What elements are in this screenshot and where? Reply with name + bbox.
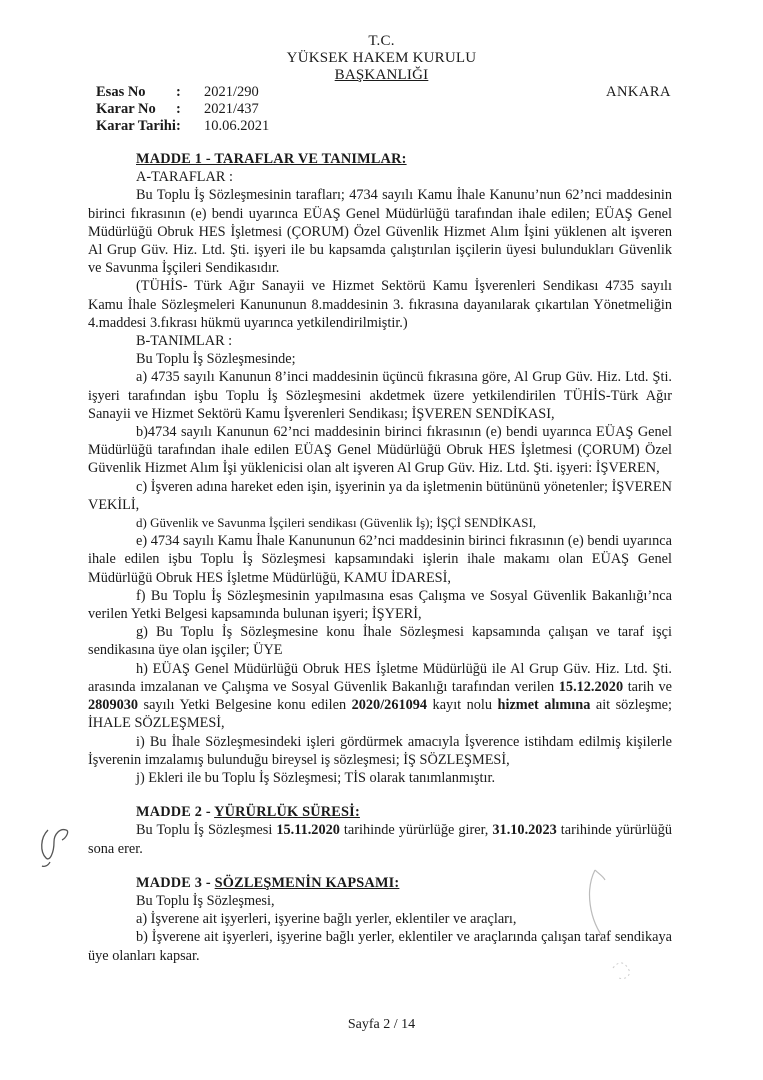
definition-e: e) 4734 sayılı Kamu İhale Kanununun 62’nci maddesinin birinci fıkrasının (e) bendi uyarınca ihale edilen işbu Toplu İş Sözleşmesi kapsamındaki işlerin ihale makamı olan EÜAŞ Genel Müdürlüğü Obruk HES İşletme Müdürlüğü, KAMU İDARESİ, bbox=[88, 533, 672, 586]
meta-value: 10.06.2021 bbox=[204, 118, 270, 134]
article-3-title: MADDE 3 - SÖZLEŞMENİN KAPSAMI: bbox=[136, 874, 400, 891]
margin-initial-mark bbox=[36, 822, 84, 868]
meta-karar-tarihi: Karar Tarihi: 10.06.2021 bbox=[96, 118, 270, 134]
definition-f: f) Bu Toplu İş Sözleşmesinin yapılmasına esas Çalışma ve Sosyal Güvenlik Bakanlığı’nca verilen Yetki Belgesi kapsamında bulunan işyeri; İŞYERİ, bbox=[88, 587, 672, 623]
paragraph: Bu Toplu İş Sözleşmesinin tarafları; 4734 sayılı Kamu İhale Kanunu’nun 62’nci maddesinin birinci fıkrasının (e) bendi uyarınca EÜAŞ Genel Müdürlüğü tarafından ihale edilen; EÜAŞ Genel Müdürlüğü Obruk HES İşletmesi (ÇORUM) Özel Güvenlik Hizmet Alım İşini yüklenen alt işveren Al Grup Güv. Hiz. Ltd. Şti. işyeri ile bu kapsamda çalıştırılan işçilerin üyesi bulundukları Güvenlik ve Savunma İşçileri Sendikasıdır. bbox=[88, 187, 672, 277]
article-1-title: MADDE 1 - TARAFLAR VE TANIMLAR: bbox=[136, 151, 407, 167]
header-institution: YÜKSEK HAKEM KURULU bbox=[286, 50, 477, 66]
section-a-title: A-TARAFLAR : bbox=[136, 169, 233, 186]
page-number: Sayfa 2 / 14 bbox=[347, 1017, 416, 1032]
meta-value: 2021/437 bbox=[204, 101, 259, 117]
meta-value: 2021/290 bbox=[204, 84, 259, 100]
city: ANKARA bbox=[605, 84, 671, 100]
section-b-title: B-TANIMLAR : bbox=[136, 333, 233, 350]
definition-j: j) Ekleri ile bu Toplu İş Sözleşmesi; TİS olarak tanımlanmıştır. bbox=[136, 769, 496, 786]
paragraph: Bu Toplu İş Sözleşmesi, bbox=[136, 892, 275, 909]
pen-stroke-mark bbox=[555, 850, 675, 990]
definition-d: d) Güvenlik ve Savunma İşçileri sendikası (Güvenlik İş); İŞÇİ SENDİKASI, bbox=[136, 515, 537, 531]
paragraph: (TÜHİS- Türk Ağır Sanayii ve Hizmet Sektörü Kamu İşverenleri Sendikası 4735 sayılı Kamu İhale Sözleşmeleri Kanununun 8.maddesinin 3. fıkrasına dayanılarak çıkartılan Yönetmeliğin 4.maddesi 3.fıkrası hükmü uyarınca yetkilendirilmiştir.) bbox=[88, 278, 672, 331]
article-2-title: MADDE 2 - YÜRÜRLÜK SÜRESİ: bbox=[136, 804, 360, 821]
meta-karar: Karar No : 2021/437 bbox=[96, 101, 259, 117]
definition-h: h) EÜAŞ Genel Müdürlüğü Obruk HES İşletme Müdürlüğü ile Al Grup Güv. Hiz. Ltd. Şti. arasında imzalanan ve Çalışma ve Sosyal Güvenlik Bakanlığı tarafından verilen 15.12.2020 tarih ve 2809030 sayılı Yetki Belgesine konu edilen 2020/261094 kayıt nolu hizmet alımına ait sözleşme; İHALE SÖZLEŞMESİ, bbox=[88, 660, 673, 732]
article-2-text: Bu Toplu İş Sözleşmesi 15.11.2020 tarihinde yürürlüğe girer, 31.10.2023 tarihinde yürürlüğü sona erer. bbox=[88, 822, 673, 857]
definition-a: a) 4735 sayılı Kanunun 8’inci maddesinin üçüncü fıkrasına göre, Al Grup Güv. Hiz. Ltd. Şti. işyeri tarafından işbu Toplu İş Sözleşmesini akdetmek üzere yetkilendirilen TÜHİS-Türk Ağır Sanayii ve Hizmet Sektörü Kamu İşverenleri Sendikası; İŞVEREN SENDİKASI, bbox=[88, 369, 672, 422]
meta-key: Karar Tarihi bbox=[96, 118, 176, 134]
scope-b: b) İşverene ait işyerleri, işyerine bağlı yerler, eklentiler ve araçlarında çalışan taraf sendikaya üye olanları kapsar. bbox=[88, 929, 672, 964]
meta-esas: Esas No : 2021/290 bbox=[96, 84, 259, 100]
definition-i: i) Bu İhale Sözleşmesindeki işleri gördürmek amacıyla İşverence istihdam edilmiş kişilerle İşverenin imzalamış bulunduğu bireysel iş sözleşmesi; İŞ SÖZLEŞMESİ, bbox=[88, 733, 672, 768]
paragraph: Bu Toplu İş Sözleşmesinde; bbox=[136, 351, 296, 368]
definition-c: c) İşveren adına hareket eden işin, işyerinin ya da işletmenin bütününü yönetenler; İŞVEREN VEKİLİ, bbox=[88, 478, 672, 513]
header-office: BAŞKANLIĞI bbox=[334, 67, 429, 83]
scope-a: a) İşverene ait işyerleri, işyerine bağlı yerler, eklentiler ve araçları, bbox=[136, 911, 517, 928]
document-body bbox=[88, 150, 672, 965]
definition-g: g) Bu Toplu İş Sözleşmesine konu İhale Sözleşmesi kapsamında çalışan ve taraf işçi sendikasına üye olan işçiler; ÜYE bbox=[88, 624, 672, 659]
definition-b: b)4734 sayılı Kanunun 62’nci maddesinin birinci fıkrasının (e) bendi uyarınca EÜAŞ Genel Müdürlüğü tarafından ihale edilen EÜAŞ Genel Müdürlüğü Obruk HES İşletmesi (ÇORUM) Özel Güvenlik Hizmet Alım İşi yüklenicisi olan alt işveren Al Grup Güv. Hiz. Ltd. Şti. işyeri: İŞVEREN, bbox=[88, 424, 672, 477]
meta-key: Esas No bbox=[96, 84, 146, 100]
meta-key: Karar No bbox=[96, 101, 156, 117]
header-tc: T.C. bbox=[368, 33, 395, 49]
